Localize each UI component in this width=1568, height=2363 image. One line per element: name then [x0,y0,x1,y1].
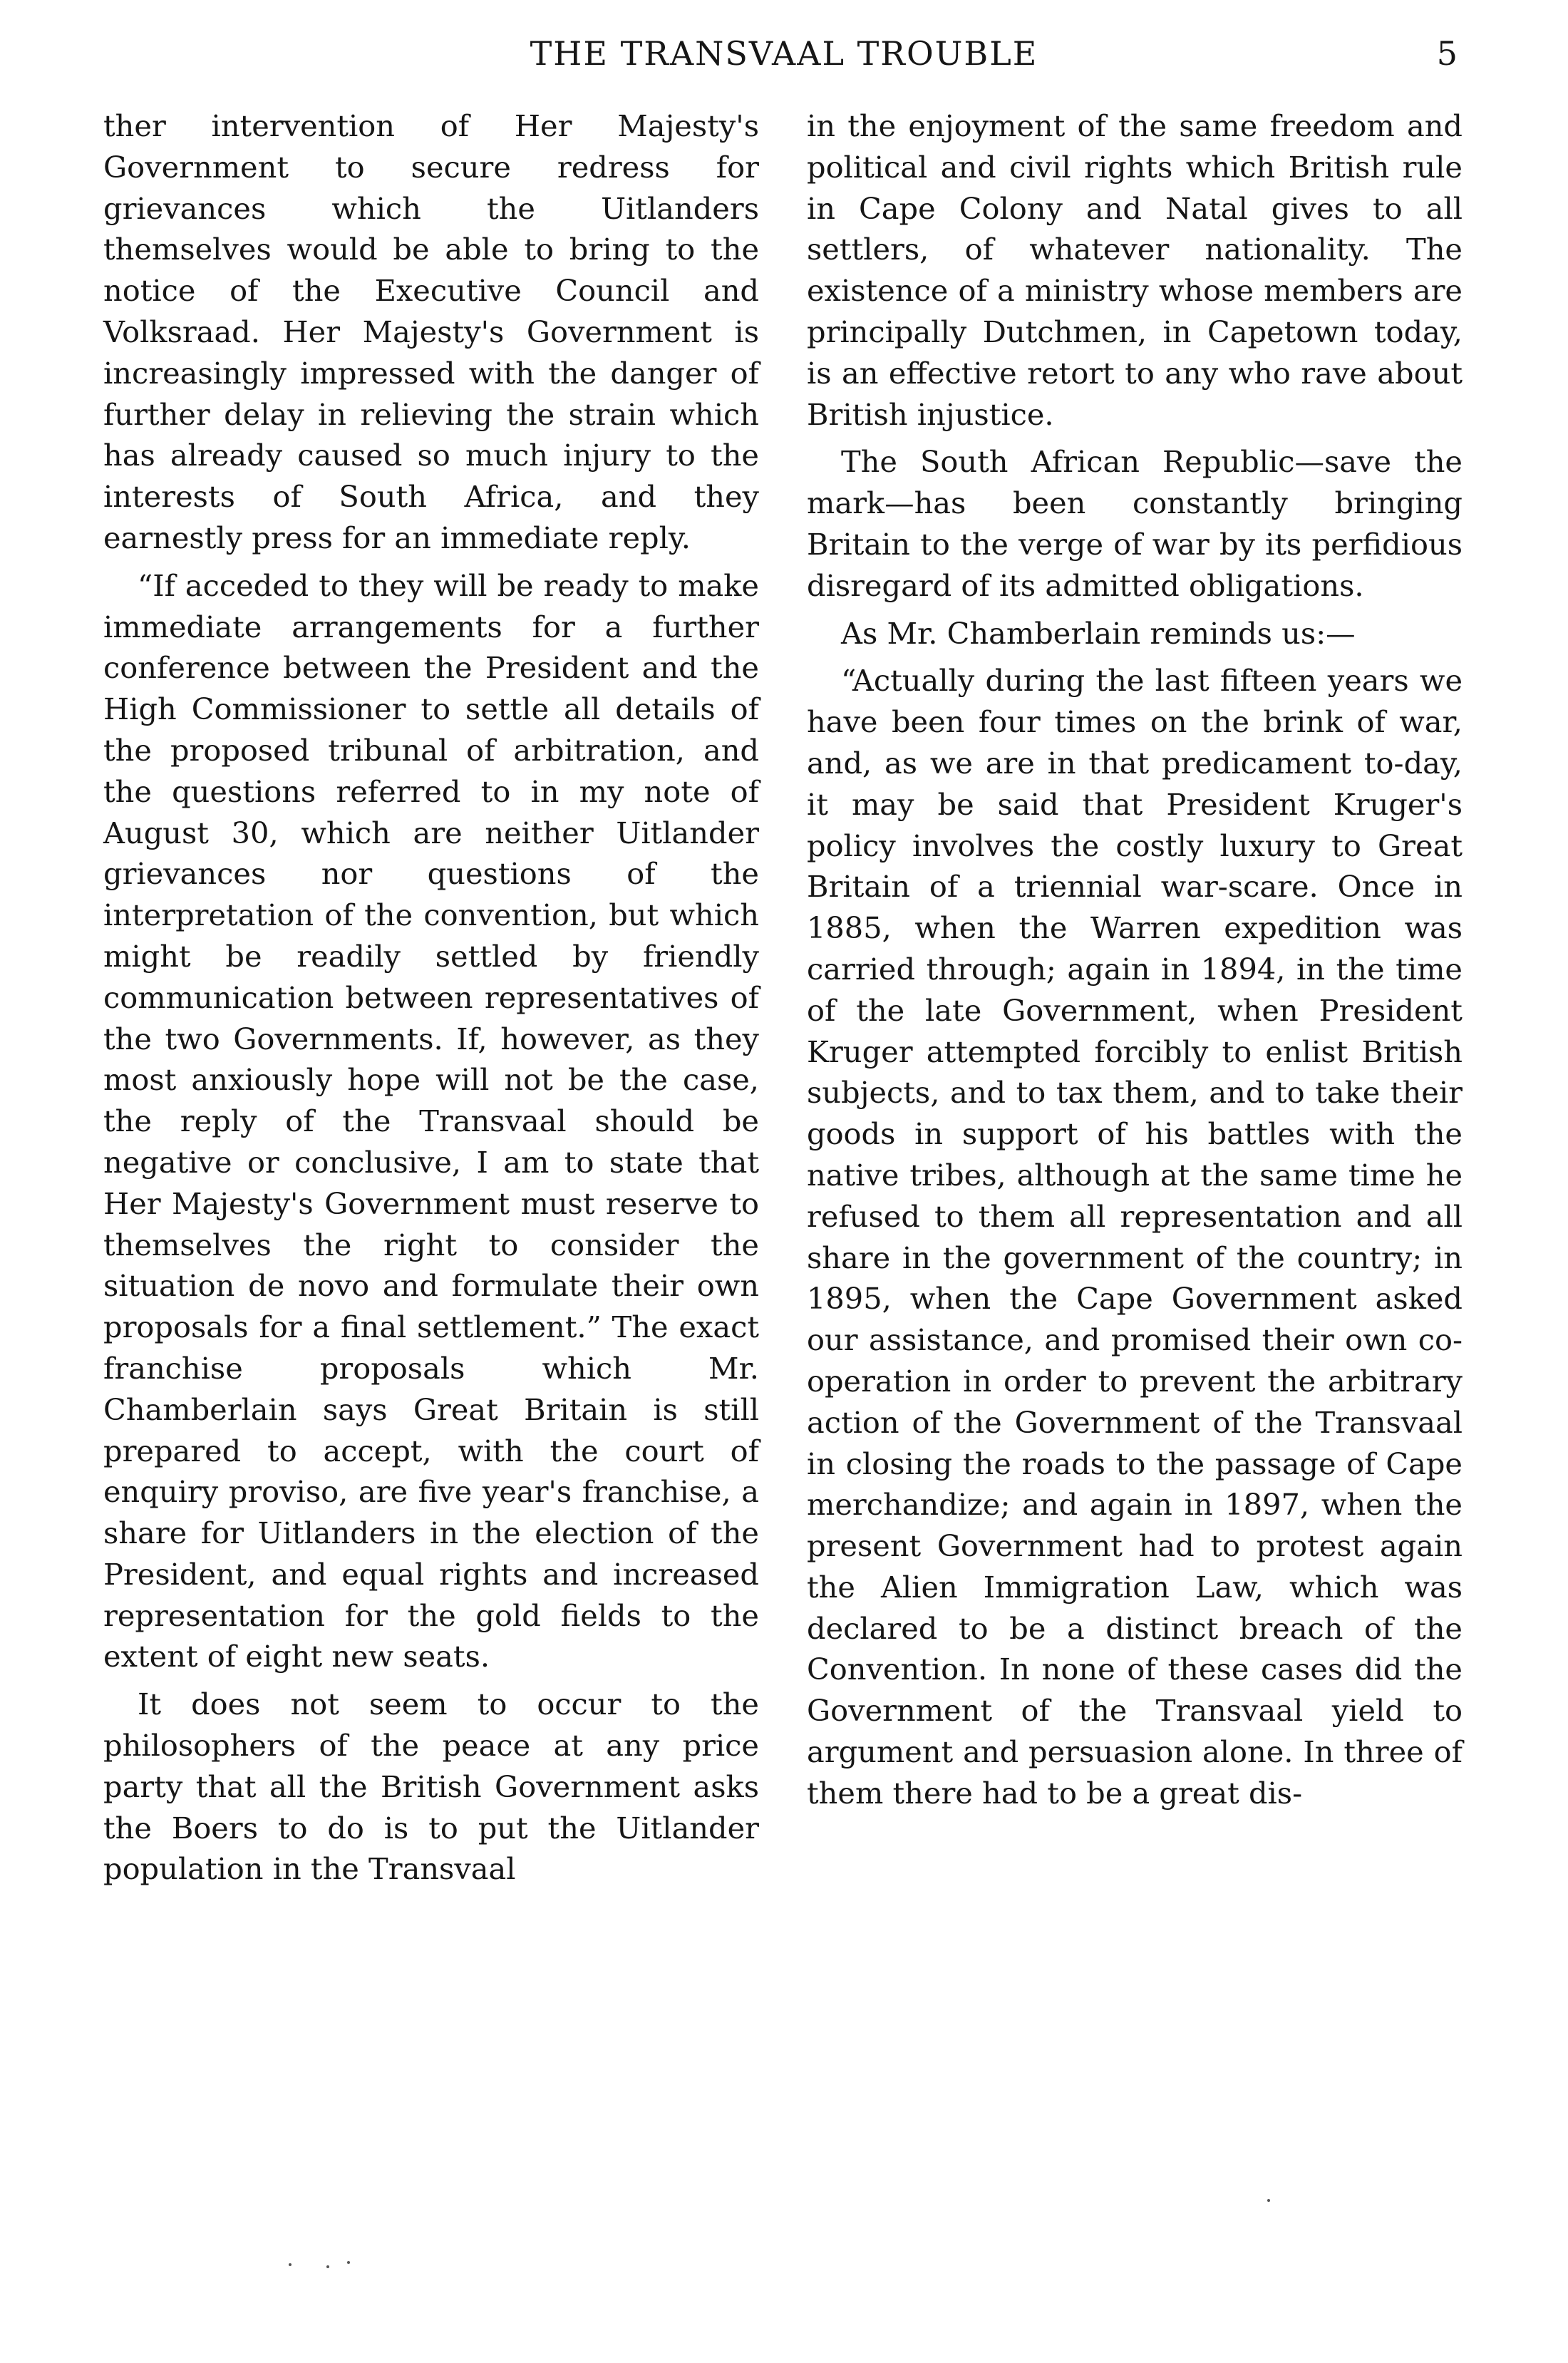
page-number: 5 [1436,34,1458,73]
print-speck [347,2261,350,2264]
print-speck [326,2265,329,2268]
right-paragraph-2: The South African Republic—save the mark—has been constantly bringing Britain to the verge of war by its perfidious disregard of its admitted obligations. [807,444,1463,603]
right-column [807,105,1463,1814]
right-paragraph-4: “Actually during the last fifteen years we have been four times on the brink of war, and, as we are in that predicament to-day, it may be said that President Kruger's policy involves the costly luxury to Great Britain of a triennial war-scare. Once in 1885, when the Warren expedition was carried through; again in 1894, in the time of the late Government, when President Kruger attempted forcibly to enlist British subjects, and to tax them, and to take their goods in support of his battles with the native tribes, although at the same time he refused to them all representation and all share in the government of the country; in 1895, when the Cape Government asked our assistance, and promised their own co-operation in order to prevent the arbitrary action of the Government of the Transvaal in closing the roads to the passage of Cape merchandize; and again in 1897, when the present Government had to protest again the Alien Immigration Law, which was declared to be a distinct breach of the Convention. In none of these cases did the Government of the Transvaal yield to argument and persuasion alone. In three of them there had to be a great dis- [807,663,1463,1811]
print-speck [1267,2199,1270,2202]
left-paragraph-3: It does not seem to occur to the philosophers of the peace at any price party that all the British Government asks the Boers to do is to put the Uitlander population in the Transvaal [103,1687,759,1887]
left-column [103,105,759,1890]
right-paragraph-1: in the enjoyment of the same freedom and political and civil rights which British rule in Cape Colony and Natal gives to all settlers, of whatever nationality. The existence of a ministry whose members are principally Dutchmen, in Capetown today, is an effective retort to any who rave about British injustice. [807,108,1463,432]
left-paragraph-1: ther intervention of Her Majesty's Government to secure redress for grievances which the Uitlanders themselves would be able to bring to the notice of the Executive Council and Volksraad. Her Majesty's Government is increasingly impressed with the danger of further delay in relieving the strain which has already caused so much injury to the interests of South Africa, and they earnestly press for an immediate reply. [103,108,759,555]
right-paragraph-3: As Mr. Chamberlain reminds us:— [841,615,1356,651]
print-speck [289,2263,292,2266]
running-title: THE TRANSVAAL TROUBLE [530,34,1038,73]
left-paragraph-2: “If acceded to they will be ready to make immediate arrangements for a further conference between the President and the High Commissioner to settle all details of the proposed tribunal of arbitration, and the questions referred to in my note of August 30, which are neither Uitlander grievances nor questions of the interpretation of the convention, but which might be readily settled by friendly communication between representatives of the two Governments. If, however, as they most anxiously hope will not be the case, the reply of the Transvaal should be negative or conclusive, I am to state that Her Majesty's Government must reserve to themselves the right to consider the situation de novo and formulate their own proposals for a final settlement.” The exact franchise proposals which Mr. Chamberlain says Great Britain is still prepared to accept, with the court of enquiry proviso, are five year's franchise, a share for Uitlanders in the election of the President, and equal rights and increased representation for the gold fields to the extent of eight new seats. [103,567,759,1674]
running-header [0,29,1568,78]
